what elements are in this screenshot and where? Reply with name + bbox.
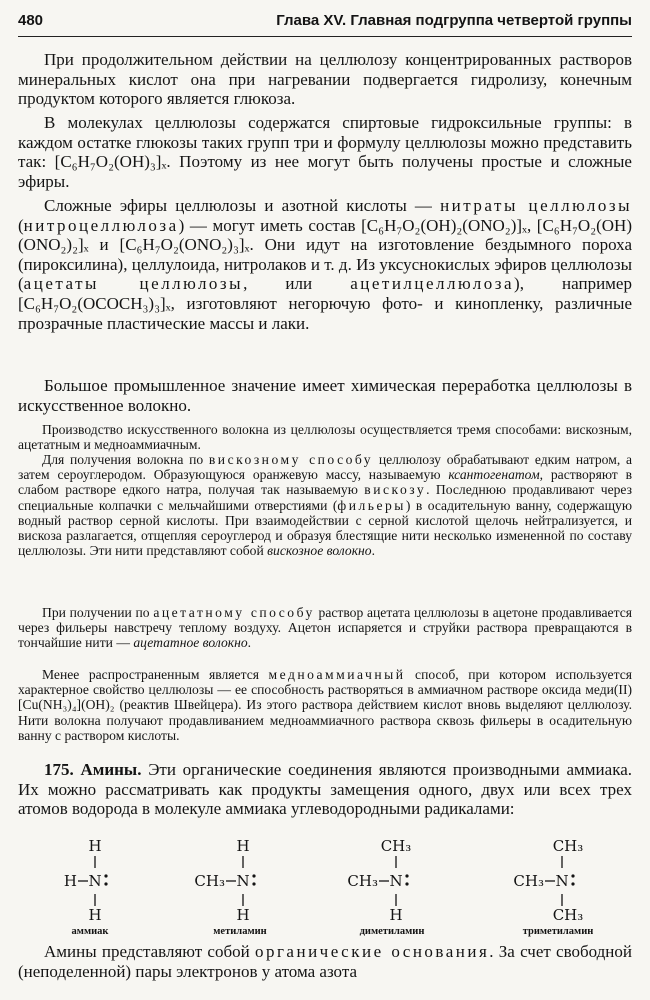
trimethylamine-top-ch3: CH₃	[552, 837, 584, 855]
term-acetate-method: ацетатному способу	[153, 605, 315, 620]
methylamine-left-ch3: CH₃	[194, 872, 225, 890]
term-nitrates: нитраты целлюлозы	[440, 196, 633, 215]
section-amines: 175. Амины. Эти органические соединения являются производными аммиака. Их можно рассматривать как продукты замещения одного, двух или всех трех атомов водорода в молекуле аммиака углеводородными радикалами:	[18, 760, 633, 819]
caption-ammonia: аммиак	[71, 926, 109, 937]
paragraph-hydroxyl-groups: В молекулах целлюлозы содержатся спиртовые гидроксильные группы: в каждом остатке глюкозы таких групп три и формулу целлюлозы можно представить так: [C₆H₇O₂(OH)₃]ₓ. Поэтому из нее могут быть получены простые и сложные эфиры.	[18, 113, 632, 191]
term-cuprammonium: медноаммиачный	[268, 667, 406, 682]
dimethylamine-bottom-h: H	[389, 906, 403, 924]
ammonia-left-h: H	[63, 872, 77, 890]
running-title: Глава XV. Главная подгруппа четвертой группы	[276, 12, 632, 29]
trimethylamine-bottom-ch3: CH₃	[552, 906, 584, 924]
page-number: 480	[18, 12, 44, 29]
note-acetate: При получении по ацетатному способу раствор ацетата целлюлозы в ацетоне продавливается через фильеры навстречу теплому воздуху. Ацетон испаряется и струйки раствора превращаются в тончайшие нити — ацетатное волокно.	[18, 605, 632, 651]
formula-schweizer: [Cu(NH₃)₄](OH)₂	[18, 697, 115, 713]
dimethylamine-top-ch3: CH₃	[380, 837, 412, 855]
note-viscose: Для получения волокна по вискозному способу целлюлозу обрабатывают едким натром, а затем сероуглеродом. Образующуюся оранжевую массу, называемую ксантогенатом, растворяют в слабом растворе едкого натра, получая так называемую вискозу. Последнюю продавливают через специальные колпачки с мельчайшими отверстиями (фильеры) в осадительную ванну, содержащую водный раствор серной кислоты. При взаимодействии с серной кислотой щелочь нейтрализуется, и вискоза разлагается, отщепляя сероуглерод и образуя блестящие нити несколько измененной по составу целлюлозы. Эти нити представляют собой вискозное волокно.	[18, 452, 632, 559]
paragraph-fiber-intro: Большое промышленное значение имеет химическая переработка целлюлозы в искусственное волокно.	[18, 376, 632, 415]
methylamine-bottom-h: H	[236, 906, 250, 924]
trimethylamine-n: N	[555, 872, 569, 890]
methylamine-top-h: H	[236, 837, 250, 855]
term-viscose: вискозу	[364, 482, 427, 498]
section-number: 175.	[44, 760, 74, 779]
note-cuprammonium: Менее распространенным является медноаммиачный способ, при котором используется характерное свойство целлюлозы — ее способность растворяться в аммиачном растворе оксида меди(II) [Cu(NH₃)₄](OH)₂ (реактив Швейцера). Из этого раствора действием кислот вновь выделяют целлюлозу. Нити волокна получают продавливанием медноаммиачного раствора сквозь фильеры в осадительную ванну с раствором кислоты.	[18, 667, 632, 743]
dimethylamine-n: N	[389, 872, 403, 890]
formula-nitrate-2: [C₆H₇O₂(OH)(ONO₂)₂]ₓ	[18, 215, 632, 255]
header-rule	[18, 36, 632, 37]
note-three-methods: Производство искусственного волокна из целлюлозы осуществляется тремя способами: вискозным, ацетатным и медноаммиачным.	[18, 422, 632, 453]
ammonia-bottom-h: H	[88, 906, 102, 924]
dimethylamine-left-ch3: CH₃	[347, 872, 378, 890]
caption-methylamine: метиламин	[213, 926, 267, 937]
formula-cellulose: [C₆H₇O₂(OH)₃]ₓ	[54, 152, 167, 172]
term-organic-bases: органические основания	[254, 942, 490, 961]
caption-dimethylamine: диметиламин	[359, 926, 425, 937]
term-nitrocellulose: нитроцеллюлоза	[23, 215, 179, 235]
term-acetates: ацетаты целлюлозы	[23, 274, 244, 294]
paragraph-esters: Сложные эфиры целлюлозы и азотной кислоты — нитраты целлюлозы (нитроцеллюлоза) — могут иметь состав [C₆H₇O₂(OH)₂(ONO₂)]ₓ, [C₆H₇O₂(OH)(ONO₂)₂]ₓ и [C₆H₇O₂(ONO₂)₃]ₓ. Они идут на изготовление бездымного пороха (пироксилина), целлулоида, нитролаков и т. д. Из уксуснокислых эфиров целлюлозы (ацетаты целлюлозы, или ацетилцеллюлоза), например [C₆H₇O₂(OCOCH₃)₃]ₓ, изготовляют негорючую фото- и кинопленку, различные прозрачные пластические массы и лаки.	[18, 196, 633, 333]
running-header	[18, 10, 632, 34]
term-acetylcellulose: ацетилцеллюлоза	[350, 274, 515, 294]
caption-trimethylamine: триметиламин	[522, 926, 594, 937]
term-viscose-fiber: вискозное волокно	[267, 543, 372, 559]
formula-acetate: [C₆H₇O₂(OCOCH₃)₃]ₓ	[18, 293, 171, 313]
ammonia-n: N	[88, 872, 102, 890]
formula-nitrate-1: [C₆H₇O₂(OH)₂(ONO₂)]ₓ	[361, 215, 527, 235]
trimethylamine-left-ch3: CH₃	[513, 872, 544, 890]
methylamine-n: N	[236, 872, 250, 890]
term-viscose-method: вискозному способу	[208, 452, 374, 467]
paragraph-hydrolysis: При продолжительном действии на целлюлозу концентрированных растворов минеральных кислот она при нагревании подвергается гидролизу, конечным продуктом которого является глюкоза.	[18, 50, 632, 109]
term-acetate-fiber: ацетатное волокно	[133, 635, 248, 651]
ammonia-top-h: H	[88, 837, 102, 855]
section-title: Амины.	[80, 760, 142, 779]
term-spinnerets: фильеры	[337, 497, 406, 513]
amine-formulas	[0, 836, 650, 940]
paragraph-amines-bases: Амины представляют собой органические основания. За счет свободной (неподеленной) пары электронов у атома азота	[18, 942, 632, 981]
formula-nitrate-3: [C₆H₇O₂(ONO₂)₃]ₓ	[119, 235, 250, 255]
term-xanthate: ксантогенатом	[448, 467, 540, 483]
